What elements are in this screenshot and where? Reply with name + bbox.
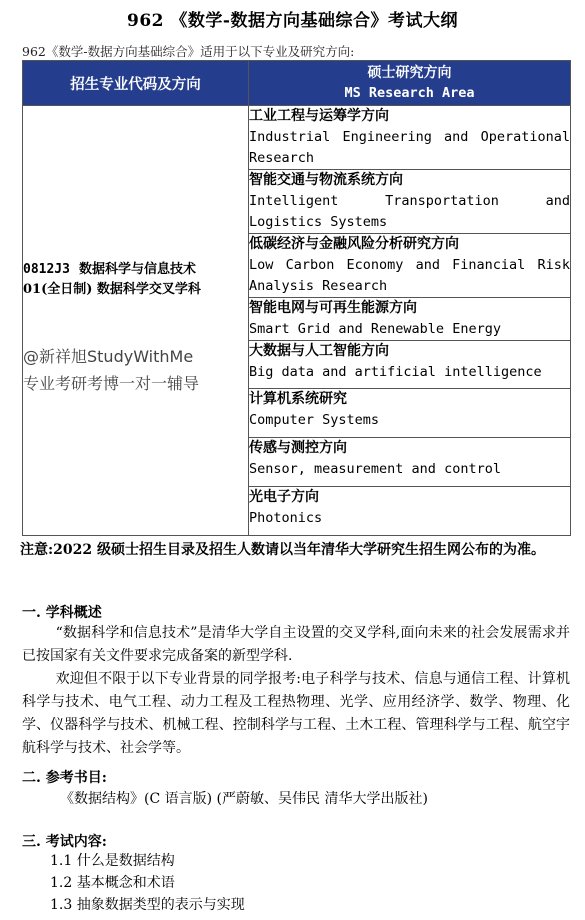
area-en: Sensor, measurement and control <box>249 461 501 477</box>
admission-note: 注意:2022 级硕士招生目录及招生人数请以当年清华大学研究生招生网公布的为准。 <box>20 542 546 558</box>
header-program: 招生专业代码及方向 <box>23 61 249 106</box>
program-cell <box>23 106 249 536</box>
watermark-line-1: @新祥旭StudyWithMe <box>23 346 194 366</box>
area-cn: 智能交通与物流系统方向 <box>249 172 403 188</box>
overview-paragraph-1: “数据科学和信息技术”是清华大学自主设置的交叉学科,面向未来的社会发展需求并已按国家有关文件要求完成备案的新型学科. <box>22 625 570 664</box>
research-area-3 <box>249 234 571 298</box>
reference-book: 《数据结构》(C 语言版) (严蔚敏、吴伟民 清华大学出版社) <box>60 791 428 807</box>
watermark-line-2: 专业考研考博一对一辅导 <box>23 373 200 393</box>
research-area-2 <box>249 170 571 234</box>
area-en: Computer Systems <box>249 412 380 428</box>
applicability-statement: 962《数学-数据方向基础综合》适用于以下专业及研究方向: <box>22 44 355 59</box>
area-en: Photonics <box>249 510 323 526</box>
header-research-area-en: MS Research Area <box>344 85 475 101</box>
research-area-5 <box>249 341 571 389</box>
area-cn: 低碳经济与金融风险分析研究方向 <box>249 236 459 252</box>
research-area-7 <box>249 438 571 487</box>
area-en: Smart Grid and Renewable Energy <box>249 321 501 337</box>
area-cn: 传感与测控方向 <box>249 440 347 456</box>
list-item: 1.1 什么是数据结构 <box>50 853 175 869</box>
area-en: Big data and artificial intelligence <box>249 364 542 380</box>
area-cn: 光电子方向 <box>249 489 319 505</box>
header-research-area <box>249 61 571 106</box>
program-title: 数据科学与信息技术 <box>79 261 197 277</box>
area-cn: 计算机系统研究 <box>249 391 347 407</box>
list-item: 1.2 基本概念和术语 <box>50 875 175 891</box>
area-en: Intelligent Transportation and Logistics Systems <box>249 193 570 230</box>
program-code: 0812J3 <box>23 261 70 277</box>
overview-paragraph-2: 欢迎但不限于以下专业背景的同学报考:电子科学与技术、信息与通信工程、计算机科学与技术、电气工程、动力工程及工程热物理、光学、应用经济学、数学、物理、化学、仪器科学与技术、机械工程、控制科学与工程、土木工程、管理科学与工程、航空宇航科学与技术、社会学等。 <box>22 671 570 756</box>
list-item: 1.3 抽象数据类型的表示与实现 <box>50 897 245 913</box>
research-area-1 <box>249 106 571 170</box>
programs-table <box>22 60 571 536</box>
overview-text <box>22 622 570 760</box>
area-en: Industrial Engineering and Operational Research <box>249 129 570 166</box>
area-cn: 工业工程与运筹学方向 <box>249 108 389 124</box>
program-direction: 01(全日制) 数据科学交叉学科 <box>23 281 201 297</box>
area-cn: 智能电网与可再生能源方向 <box>249 300 417 316</box>
research-area-8 <box>249 487 571 536</box>
section-heading-content: 三. 考试内容: <box>22 834 107 850</box>
research-area-4 <box>249 298 571 341</box>
section-heading-references: 二. 参考书目: <box>22 770 107 786</box>
research-area-6 <box>249 389 571 438</box>
content-list <box>50 850 245 916</box>
table-row <box>23 106 571 170</box>
document-title: 962 《数学-数据方向基础综合》考试大纲 <box>127 11 458 31</box>
program-name <box>23 260 248 300</box>
area-en: Low Carbon Economy and Financial Risk Analysis Research <box>249 257 570 294</box>
table-header-row <box>23 61 571 106</box>
header-research-area-cn: 硕士研究方向 <box>367 65 452 81</box>
area-cn: 大数据与人工智能方向 <box>249 343 389 359</box>
section-heading-overview: 一. 学科概述 <box>22 605 102 621</box>
